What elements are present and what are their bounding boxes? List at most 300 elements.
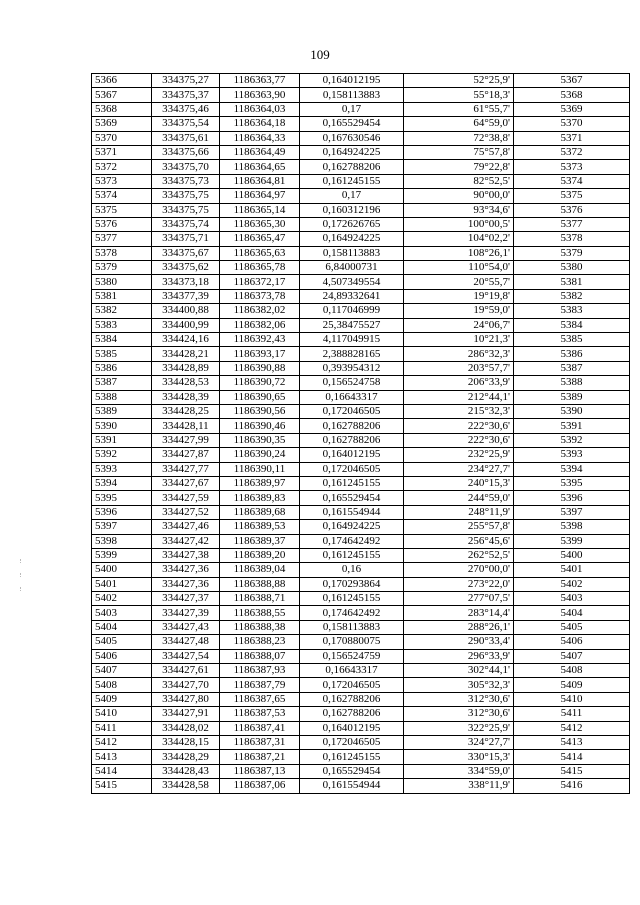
next-point-number-cell: 5416 bbox=[514, 779, 630, 793]
distance-cell: 0,156524759 bbox=[300, 649, 404, 663]
next-point-number-cell: 5387 bbox=[514, 361, 630, 375]
table-row bbox=[92, 131, 630, 145]
x-coordinate-cell: 334428,02 bbox=[152, 721, 220, 735]
direction-angle-cell: 302°44,1' bbox=[404, 664, 514, 678]
y-coordinate-cell: 1186389,68 bbox=[220, 505, 300, 519]
next-point-number-cell: 5415 bbox=[514, 764, 630, 778]
table-row bbox=[92, 318, 630, 332]
point-number-cell: 5402 bbox=[92, 592, 152, 606]
point-number-cell: 5413 bbox=[92, 750, 152, 764]
distance-cell: 0,16 bbox=[300, 563, 404, 577]
x-coordinate-cell: 334427,59 bbox=[152, 491, 220, 505]
direction-angle-cell: 270°00,0' bbox=[404, 563, 514, 577]
distance-cell: 0,161245155 bbox=[300, 548, 404, 562]
distance-cell: 0,162788206 bbox=[300, 707, 404, 721]
direction-angle-cell: 19°19,8' bbox=[404, 289, 514, 303]
y-coordinate-cell: 1186364,18 bbox=[220, 117, 300, 131]
point-number-cell: 5394 bbox=[92, 476, 152, 490]
next-point-number-cell: 5392 bbox=[514, 433, 630, 447]
next-point-number-cell: 5407 bbox=[514, 649, 630, 663]
direction-angle-cell: 24°06,7' bbox=[404, 318, 514, 332]
table-row bbox=[92, 145, 630, 159]
y-coordinate-cell: 1186387,79 bbox=[220, 678, 300, 692]
direction-angle-cell: 322°25,9' bbox=[404, 721, 514, 735]
table-row bbox=[92, 261, 630, 275]
table-row bbox=[92, 74, 630, 88]
distance-cell: 0,158113883 bbox=[300, 88, 404, 102]
x-coordinate-cell: 334427,67 bbox=[152, 476, 220, 490]
direction-angle-cell: 256°45,6' bbox=[404, 534, 514, 548]
x-coordinate-cell: 334427,38 bbox=[152, 548, 220, 562]
y-coordinate-cell: 1186390,72 bbox=[220, 376, 300, 390]
distance-cell: 0,161245155 bbox=[300, 476, 404, 490]
x-coordinate-cell: 334400,88 bbox=[152, 304, 220, 318]
direction-angle-cell: 330°15,3' bbox=[404, 750, 514, 764]
direction-angle-cell: 286°32,3' bbox=[404, 347, 514, 361]
table-row bbox=[92, 232, 630, 246]
y-coordinate-cell: 1186363,90 bbox=[220, 88, 300, 102]
point-number-cell: 5389 bbox=[92, 404, 152, 418]
table-row bbox=[92, 102, 630, 116]
x-coordinate-cell: 334400,99 bbox=[152, 318, 220, 332]
y-coordinate-cell: 1186365,78 bbox=[220, 261, 300, 275]
direction-angle-cell: 82°52,5' bbox=[404, 174, 514, 188]
next-point-number-cell: 5371 bbox=[514, 131, 630, 145]
point-number-cell: 5384 bbox=[92, 333, 152, 347]
distance-cell: 2,388828165 bbox=[300, 347, 404, 361]
y-coordinate-cell: 1186390,46 bbox=[220, 419, 300, 433]
x-coordinate-cell: 334428,15 bbox=[152, 735, 220, 749]
y-coordinate-cell: 1186387,13 bbox=[220, 764, 300, 778]
distance-cell: 0,165529454 bbox=[300, 764, 404, 778]
x-coordinate-cell: 334375,46 bbox=[152, 102, 220, 116]
x-coordinate-cell: 334375,27 bbox=[152, 74, 220, 88]
x-coordinate-cell: 334427,37 bbox=[152, 592, 220, 606]
point-number-cell: 5379 bbox=[92, 261, 152, 275]
table-row bbox=[92, 721, 630, 735]
x-coordinate-cell: 334375,70 bbox=[152, 160, 220, 174]
direction-angle-cell: 206°33,9' bbox=[404, 376, 514, 390]
next-point-number-cell: 5410 bbox=[514, 692, 630, 706]
x-coordinate-cell: 334428,89 bbox=[152, 361, 220, 375]
x-coordinate-cell: 334375,66 bbox=[152, 145, 220, 159]
direction-angle-cell: 222°30,6' bbox=[404, 433, 514, 447]
direction-angle-cell: 334°59,0' bbox=[404, 764, 514, 778]
table-row bbox=[92, 779, 630, 793]
next-point-number-cell: 5397 bbox=[514, 505, 630, 519]
direction-angle-cell: 232°25,9' bbox=[404, 448, 514, 462]
y-coordinate-cell: 1186365,30 bbox=[220, 217, 300, 231]
x-coordinate-cell: 334375,73 bbox=[152, 174, 220, 188]
next-point-number-cell: 5394 bbox=[514, 462, 630, 476]
y-coordinate-cell: 1186364,65 bbox=[220, 160, 300, 174]
point-number-cell: 5374 bbox=[92, 189, 152, 203]
y-coordinate-cell: 1186365,14 bbox=[220, 203, 300, 217]
next-point-number-cell: 5401 bbox=[514, 563, 630, 577]
table-row bbox=[92, 174, 630, 188]
y-coordinate-cell: 1186364,97 bbox=[220, 189, 300, 203]
direction-angle-cell: 20°55,7' bbox=[404, 275, 514, 289]
y-coordinate-cell: 1186365,63 bbox=[220, 246, 300, 260]
x-coordinate-cell: 334427,80 bbox=[152, 692, 220, 706]
direction-angle-cell: 338°11,9' bbox=[404, 779, 514, 793]
distance-cell: 0,172046505 bbox=[300, 462, 404, 476]
margin-mark bbox=[20, 587, 24, 591]
y-coordinate-cell: 1186387,65 bbox=[220, 692, 300, 706]
point-number-cell: 5368 bbox=[92, 102, 152, 116]
next-point-number-cell: 5375 bbox=[514, 189, 630, 203]
direction-angle-cell: 203°57,7' bbox=[404, 361, 514, 375]
distance-cell: 24,89332641 bbox=[300, 289, 404, 303]
x-coordinate-cell: 334375,75 bbox=[152, 203, 220, 217]
next-point-number-cell: 5379 bbox=[514, 246, 630, 260]
table-row bbox=[92, 606, 630, 620]
y-coordinate-cell: 1186387,21 bbox=[220, 750, 300, 764]
point-number-cell: 5393 bbox=[92, 462, 152, 476]
direction-angle-cell: 64°59,0' bbox=[404, 117, 514, 131]
coordinates-table bbox=[91, 73, 630, 794]
point-number-cell: 5391 bbox=[92, 433, 152, 447]
distance-cell: 0,161245155 bbox=[300, 174, 404, 188]
next-point-number-cell: 5395 bbox=[514, 476, 630, 490]
x-coordinate-cell: 334427,99 bbox=[152, 433, 220, 447]
table-row bbox=[92, 333, 630, 347]
next-point-number-cell: 5408 bbox=[514, 664, 630, 678]
direction-angle-cell: 312°30,6' bbox=[404, 692, 514, 706]
table-row bbox=[92, 520, 630, 534]
y-coordinate-cell: 1186389,83 bbox=[220, 491, 300, 505]
distance-cell: 0,158113883 bbox=[300, 246, 404, 260]
distance-cell: 0,164924225 bbox=[300, 232, 404, 246]
next-point-number-cell: 5389 bbox=[514, 390, 630, 404]
point-number-cell: 5410 bbox=[92, 707, 152, 721]
y-coordinate-cell: 1186387,06 bbox=[220, 779, 300, 793]
y-coordinate-cell: 1186364,81 bbox=[220, 174, 300, 188]
point-number-cell: 5397 bbox=[92, 520, 152, 534]
next-point-number-cell: 5398 bbox=[514, 520, 630, 534]
point-number-cell: 5387 bbox=[92, 376, 152, 390]
y-coordinate-cell: 1186389,37 bbox=[220, 534, 300, 548]
distance-cell: 0,174642492 bbox=[300, 606, 404, 620]
y-coordinate-cell: 1186388,07 bbox=[220, 649, 300, 663]
direction-angle-cell: 288°26,1' bbox=[404, 620, 514, 634]
point-number-cell: 5371 bbox=[92, 145, 152, 159]
point-number-cell: 5385 bbox=[92, 347, 152, 361]
distance-cell: 0,117046999 bbox=[300, 304, 404, 318]
y-coordinate-cell: 1186388,88 bbox=[220, 577, 300, 591]
margin-mark bbox=[20, 559, 24, 563]
x-coordinate-cell: 334427,42 bbox=[152, 534, 220, 548]
direction-angle-cell: 212°44,1' bbox=[404, 390, 514, 404]
x-coordinate-cell: 334427,48 bbox=[152, 635, 220, 649]
distance-cell: 0,162788206 bbox=[300, 433, 404, 447]
direction-angle-cell: 290°33,4' bbox=[404, 635, 514, 649]
table-row bbox=[92, 419, 630, 433]
point-number-cell: 5366 bbox=[92, 74, 152, 88]
x-coordinate-cell: 334428,53 bbox=[152, 376, 220, 390]
table-row bbox=[92, 361, 630, 375]
direction-angle-cell: 55°18,3' bbox=[404, 88, 514, 102]
table-row bbox=[92, 692, 630, 706]
table-row bbox=[92, 289, 630, 303]
next-point-number-cell: 5367 bbox=[514, 74, 630, 88]
distance-cell: 0,165529454 bbox=[300, 491, 404, 505]
table-row bbox=[92, 347, 630, 361]
direction-angle-cell: 248°11,9' bbox=[404, 505, 514, 519]
distance-cell: 0,161245155 bbox=[300, 592, 404, 606]
table-row bbox=[92, 563, 630, 577]
point-number-cell: 5404 bbox=[92, 620, 152, 634]
direction-angle-cell: 93°34,6' bbox=[404, 203, 514, 217]
point-number-cell: 5412 bbox=[92, 735, 152, 749]
distance-cell: 0,160312196 bbox=[300, 203, 404, 217]
x-coordinate-cell: 334375,75 bbox=[152, 189, 220, 203]
direction-angle-cell: 104°02,2' bbox=[404, 232, 514, 246]
point-number-cell: 5398 bbox=[92, 534, 152, 548]
direction-angle-cell: 273°22,0' bbox=[404, 577, 514, 591]
direction-angle-cell: 72°38,8' bbox=[404, 131, 514, 145]
next-point-number-cell: 5378 bbox=[514, 232, 630, 246]
distance-cell: 0,162788206 bbox=[300, 419, 404, 433]
distance-cell: 0,164012195 bbox=[300, 74, 404, 88]
next-point-number-cell: 5384 bbox=[514, 318, 630, 332]
next-point-number-cell: 5396 bbox=[514, 491, 630, 505]
distance-cell: 0,164012195 bbox=[300, 721, 404, 735]
table-row bbox=[92, 620, 630, 634]
y-coordinate-cell: 1186388,55 bbox=[220, 606, 300, 620]
x-coordinate-cell: 334427,91 bbox=[152, 707, 220, 721]
y-coordinate-cell: 1186373,78 bbox=[220, 289, 300, 303]
next-point-number-cell: 5368 bbox=[514, 88, 630, 102]
next-point-number-cell: 5383 bbox=[514, 304, 630, 318]
table-row bbox=[92, 275, 630, 289]
y-coordinate-cell: 1186364,33 bbox=[220, 131, 300, 145]
distance-cell: 0,161554944 bbox=[300, 505, 404, 519]
next-point-number-cell: 5372 bbox=[514, 145, 630, 159]
next-point-number-cell: 5390 bbox=[514, 404, 630, 418]
next-point-number-cell: 5370 bbox=[514, 117, 630, 131]
direction-angle-cell: 240°15,3' bbox=[404, 476, 514, 490]
next-point-number-cell: 5391 bbox=[514, 419, 630, 433]
table-row bbox=[92, 189, 630, 203]
x-coordinate-cell: 334375,54 bbox=[152, 117, 220, 131]
table-row bbox=[92, 404, 630, 418]
y-coordinate-cell: 1186372,17 bbox=[220, 275, 300, 289]
x-coordinate-cell: 334375,61 bbox=[152, 131, 220, 145]
table-row bbox=[92, 448, 630, 462]
y-coordinate-cell: 1186387,53 bbox=[220, 707, 300, 721]
x-coordinate-cell: 334377,39 bbox=[152, 289, 220, 303]
distance-cell: 6,84000731 bbox=[300, 261, 404, 275]
distance-cell: 0,16643317 bbox=[300, 390, 404, 404]
y-coordinate-cell: 1186389,53 bbox=[220, 520, 300, 534]
distance-cell: 0,164924225 bbox=[300, 145, 404, 159]
distance-cell: 0,17 bbox=[300, 189, 404, 203]
y-coordinate-cell: 1186388,23 bbox=[220, 635, 300, 649]
next-point-number-cell: 5402 bbox=[514, 577, 630, 591]
y-coordinate-cell: 1186389,97 bbox=[220, 476, 300, 490]
point-number-cell: 5395 bbox=[92, 491, 152, 505]
y-coordinate-cell: 1186382,06 bbox=[220, 318, 300, 332]
table-row bbox=[92, 462, 630, 476]
x-coordinate-cell: 334428,58 bbox=[152, 779, 220, 793]
point-number-cell: 5415 bbox=[92, 779, 152, 793]
next-point-number-cell: 5403 bbox=[514, 592, 630, 606]
point-number-cell: 5406 bbox=[92, 649, 152, 663]
point-number-cell: 5380 bbox=[92, 275, 152, 289]
direction-angle-cell: 79°22,8' bbox=[404, 160, 514, 174]
table-row bbox=[92, 88, 630, 102]
x-coordinate-cell: 334428,43 bbox=[152, 764, 220, 778]
distance-cell: 0,165529454 bbox=[300, 117, 404, 131]
distance-cell: 25,38475527 bbox=[300, 318, 404, 332]
direction-angle-cell: 52°25,9' bbox=[404, 74, 514, 88]
distance-cell: 0,17 bbox=[300, 102, 404, 116]
table-row bbox=[92, 664, 630, 678]
y-coordinate-cell: 1186365,47 bbox=[220, 232, 300, 246]
direction-angle-cell: 244°59,0' bbox=[404, 491, 514, 505]
point-number-cell: 5373 bbox=[92, 174, 152, 188]
next-point-number-cell: 5411 bbox=[514, 707, 630, 721]
table-row bbox=[92, 649, 630, 663]
next-point-number-cell: 5374 bbox=[514, 174, 630, 188]
next-point-number-cell: 5404 bbox=[514, 606, 630, 620]
table-row bbox=[92, 592, 630, 606]
x-coordinate-cell: 334375,74 bbox=[152, 217, 220, 231]
table-row bbox=[92, 160, 630, 174]
margin-mark bbox=[20, 573, 24, 577]
y-coordinate-cell: 1186389,04 bbox=[220, 563, 300, 577]
y-coordinate-cell: 1186390,35 bbox=[220, 433, 300, 447]
next-point-number-cell: 5393 bbox=[514, 448, 630, 462]
point-number-cell: 5399 bbox=[92, 548, 152, 562]
point-number-cell: 5400 bbox=[92, 563, 152, 577]
point-number-cell: 5383 bbox=[92, 318, 152, 332]
direction-angle-cell: 283°14,4' bbox=[404, 606, 514, 620]
x-coordinate-cell: 334428,25 bbox=[152, 404, 220, 418]
table-row bbox=[92, 117, 630, 131]
x-coordinate-cell: 334375,67 bbox=[152, 246, 220, 260]
distance-cell: 0,170293864 bbox=[300, 577, 404, 591]
distance-cell: 0,162788206 bbox=[300, 692, 404, 706]
y-coordinate-cell: 1186390,11 bbox=[220, 462, 300, 476]
direction-angle-cell: 305°32,3' bbox=[404, 678, 514, 692]
table-row bbox=[92, 203, 630, 217]
distance-cell: 0,16643317 bbox=[300, 664, 404, 678]
distance-cell: 0,158113883 bbox=[300, 620, 404, 634]
point-number-cell: 5375 bbox=[92, 203, 152, 217]
table-row bbox=[92, 476, 630, 490]
point-number-cell: 5376 bbox=[92, 217, 152, 231]
point-number-cell: 5392 bbox=[92, 448, 152, 462]
next-point-number-cell: 5377 bbox=[514, 217, 630, 231]
next-point-number-cell: 5382 bbox=[514, 289, 630, 303]
table-row bbox=[92, 750, 630, 764]
x-coordinate-cell: 334427,46 bbox=[152, 520, 220, 534]
next-point-number-cell: 5413 bbox=[514, 735, 630, 749]
next-point-number-cell: 5409 bbox=[514, 678, 630, 692]
distance-cell: 0,174642492 bbox=[300, 534, 404, 548]
direction-angle-cell: 110°54,0' bbox=[404, 261, 514, 275]
x-coordinate-cell: 334427,36 bbox=[152, 577, 220, 591]
next-point-number-cell: 5369 bbox=[514, 102, 630, 116]
x-coordinate-cell: 334427,61 bbox=[152, 664, 220, 678]
x-coordinate-cell: 334427,39 bbox=[152, 606, 220, 620]
x-coordinate-cell: 334427,77 bbox=[152, 462, 220, 476]
y-coordinate-cell: 1186364,03 bbox=[220, 102, 300, 116]
point-number-cell: 5388 bbox=[92, 390, 152, 404]
direction-angle-cell: 100°00,5' bbox=[404, 217, 514, 231]
next-point-number-cell: 5385 bbox=[514, 333, 630, 347]
y-coordinate-cell: 1186390,88 bbox=[220, 361, 300, 375]
distance-cell: 0,162788206 bbox=[300, 160, 404, 174]
distance-cell: 0,172046505 bbox=[300, 404, 404, 418]
point-number-cell: 5367 bbox=[92, 88, 152, 102]
direction-angle-cell: 234°27,7' bbox=[404, 462, 514, 476]
distance-cell: 0,172046505 bbox=[300, 678, 404, 692]
distance-cell: 0,172626765 bbox=[300, 217, 404, 231]
direction-angle-cell: 312°30,6' bbox=[404, 707, 514, 721]
y-coordinate-cell: 1186392,43 bbox=[220, 333, 300, 347]
next-point-number-cell: 5399 bbox=[514, 534, 630, 548]
next-point-number-cell: 5388 bbox=[514, 376, 630, 390]
distance-cell: 0,161245155 bbox=[300, 750, 404, 764]
x-coordinate-cell: 334428,11 bbox=[152, 419, 220, 433]
point-number-cell: 5377 bbox=[92, 232, 152, 246]
next-point-number-cell: 5400 bbox=[514, 548, 630, 562]
x-coordinate-cell: 334375,37 bbox=[152, 88, 220, 102]
x-coordinate-cell: 334427,52 bbox=[152, 505, 220, 519]
distance-cell: 0,156524758 bbox=[300, 376, 404, 390]
x-coordinate-cell: 334427,87 bbox=[152, 448, 220, 462]
next-point-number-cell: 5380 bbox=[514, 261, 630, 275]
y-coordinate-cell: 1186387,31 bbox=[220, 735, 300, 749]
x-coordinate-cell: 334375,71 bbox=[152, 232, 220, 246]
point-number-cell: 5381 bbox=[92, 289, 152, 303]
point-number-cell: 5405 bbox=[92, 635, 152, 649]
y-coordinate-cell: 1186363,77 bbox=[220, 74, 300, 88]
x-coordinate-cell: 334427,70 bbox=[152, 678, 220, 692]
point-number-cell: 5382 bbox=[92, 304, 152, 318]
y-coordinate-cell: 1186382,02 bbox=[220, 304, 300, 318]
direction-angle-cell: 296°33,9' bbox=[404, 649, 514, 663]
y-coordinate-cell: 1186388,71 bbox=[220, 592, 300, 606]
table-row bbox=[92, 433, 630, 447]
table-row bbox=[92, 548, 630, 562]
distance-cell: 4,507349554 bbox=[300, 275, 404, 289]
point-number-cell: 5414 bbox=[92, 764, 152, 778]
table-row bbox=[92, 678, 630, 692]
point-number-cell: 5401 bbox=[92, 577, 152, 591]
table-row bbox=[92, 390, 630, 404]
page-number: 109 bbox=[310, 47, 330, 62]
distance-cell: 0,161554944 bbox=[300, 779, 404, 793]
y-coordinate-cell: 1186387,41 bbox=[220, 721, 300, 735]
direction-angle-cell: 10°21,3' bbox=[404, 333, 514, 347]
direction-angle-cell: 19°59,0' bbox=[404, 304, 514, 318]
table-row bbox=[92, 635, 630, 649]
direction-angle-cell: 215°32,3' bbox=[404, 404, 514, 418]
direction-angle-cell: 277°07,5' bbox=[404, 592, 514, 606]
distance-cell: 0,172046505 bbox=[300, 735, 404, 749]
point-number-cell: 5408 bbox=[92, 678, 152, 692]
direction-angle-cell: 324°27,7' bbox=[404, 735, 514, 749]
table-row bbox=[92, 376, 630, 390]
table-row bbox=[92, 735, 630, 749]
y-coordinate-cell: 1186390,65 bbox=[220, 390, 300, 404]
x-coordinate-cell: 334373,18 bbox=[152, 275, 220, 289]
direction-angle-cell: 222°30,6' bbox=[404, 419, 514, 433]
